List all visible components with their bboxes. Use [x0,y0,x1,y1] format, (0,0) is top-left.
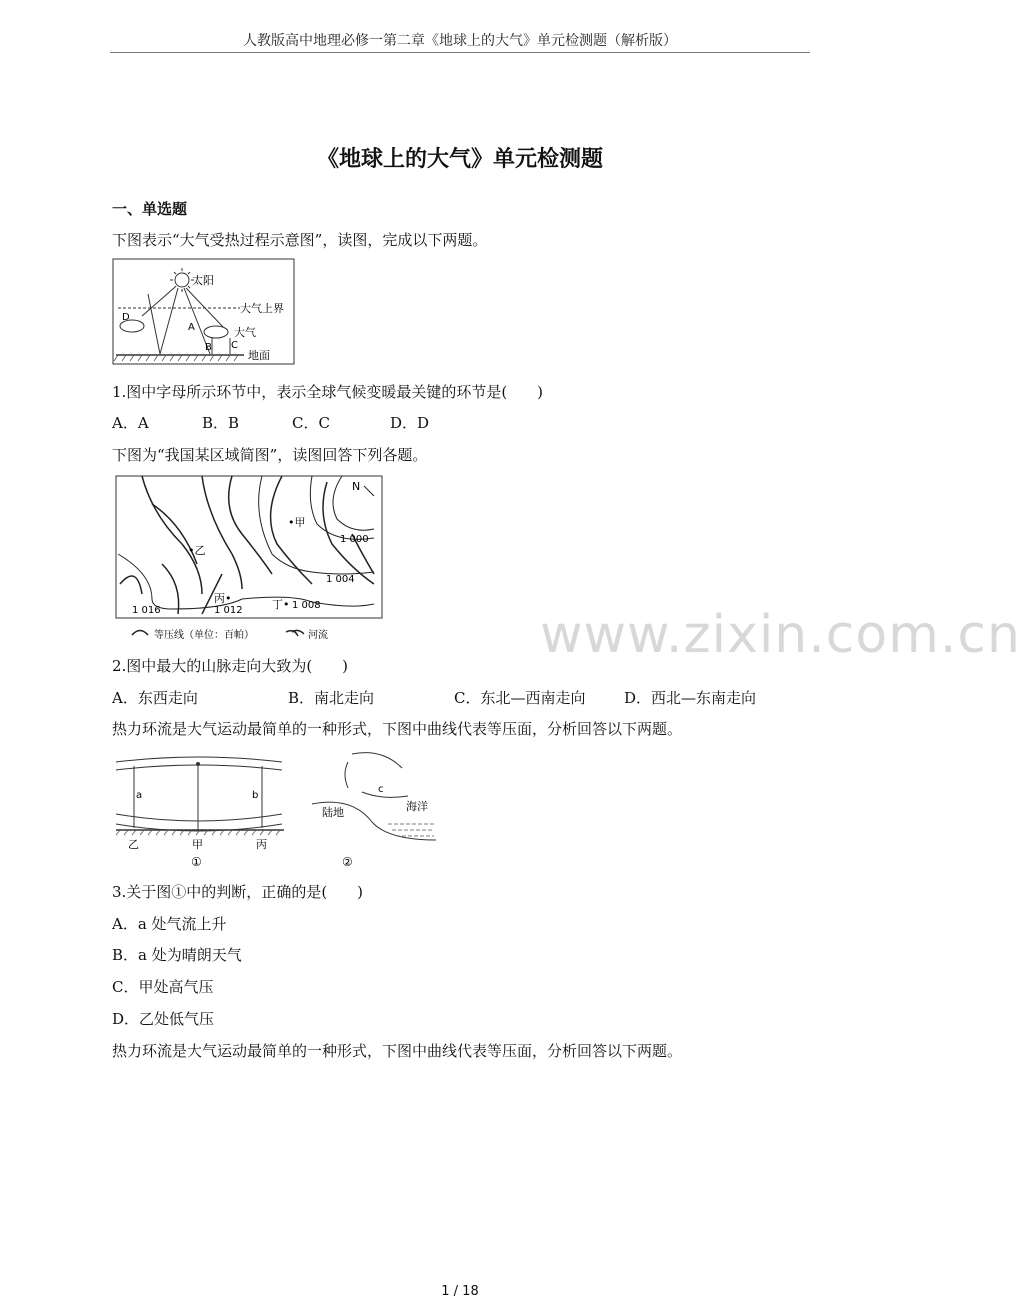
page-header: 人教版高中地理必修一第二章《地球上的大气》单元检测题（解析版） [243,33,677,49]
intro-3: 热力环流是大气运动最简单的一种形式，下图中曲线代表等压面，分析回答以下两题。 [112,720,683,738]
fig2-isobar-1004: 1 004 [326,574,355,585]
figure-thermal-circulation [112,748,442,872]
fig3-label-c: c [378,784,384,795]
q3-option-c: C．甲处高气压 [112,978,214,996]
q1-option-b: B．B [202,414,240,432]
fig3-panel-2-label: ② [342,855,353,869]
fig3-sea-label: 海洋 [406,800,428,813]
fig2-isobar-1016: 1 016 [132,605,161,616]
section-heading: 一、单选题 [112,200,188,218]
page-title: 《地球上的大气》单元检测题 [316,146,603,172]
fig3-land-label: 陆地 [322,806,344,819]
question-1-stem: 1.图中字母所示环节中，表示全球气候变暖最关键的环节是( ) [112,383,544,401]
fig3-panel-1-label: ① [191,855,202,869]
fig2-bing-label: 丙• [214,592,232,605]
intro-4: 热力环流是大气运动最简单的一种形式，下图中曲线代表等压面，分析回答以下两题。 [112,1042,683,1060]
q2-option-d: D．西北—东南走向 [624,689,757,707]
fig2-ding-label: 丁• [272,598,290,611]
q1-option-a: A．A [112,414,149,432]
fig1-label-b: B [205,342,212,353]
fig2-isobar-1008: 1 008 [292,600,321,611]
q3-option-b: B．a 处为晴朗天气 [112,946,242,964]
fig3-label-b: b [252,790,259,801]
fig1-label-d: D [122,312,130,323]
fig3-yi-label: 乙 [128,838,139,851]
fig1-label-a: A [188,322,195,333]
fig3-label-a: a [136,790,143,801]
figure-atmosphere-heating [112,258,296,366]
header-divider [110,52,810,53]
question-2-stem: 2.图中最大的山脉走向大致为( ) [112,657,349,675]
fig3-bing-label: 丙 [256,838,267,851]
q3-option-d: D．乙处低气压 [112,1010,215,1028]
fig2-isobar-1012: 1 012 [214,605,243,616]
legend-isobar-symbol [132,631,148,636]
q2-option-b: B．南北走向 [288,689,375,707]
fig2-legend-isobar: 等压线（单位：百帕） [154,630,254,641]
fig1-sun-label: 太阳 [192,274,214,287]
page-number: 1 / 18 [441,1284,479,1299]
intro-1: 下图表示“大气受热过程示意图”，读图，完成以下两题。 [112,231,488,249]
fig2-north-label: N [352,480,361,493]
figure-region-map [112,474,384,644]
fig2-jia-label: •甲 [288,516,306,529]
fig1-label-c: C [231,340,238,351]
q2-option-a: A．东西走向 [112,689,198,707]
q1-option-c: C．C [292,414,330,432]
q2-option-c: C．东北—西南走向 [454,689,586,707]
fig2-yi-label: •乙 [188,544,206,557]
fig1-ground-label: 地面 [248,349,270,362]
q1-option-d: D．D [390,414,430,432]
fig3-jia-label: 甲 [192,838,203,851]
fig1-atmosphere-label: 大气 [234,326,256,339]
watermark: www.zixin.com.cn [540,605,1021,665]
fig1-atmosphere-top-label: 大气上界 [240,302,284,315]
q3-option-a: A．a 处气流上升 [112,915,227,933]
fig2-isobar-1000: 1 000 [340,534,369,545]
legend-river-symbol [286,630,304,636]
fig2-legend-river: 河流 [308,630,328,641]
question-3-stem: 3.关于图①中的判断，正确的是( ) [112,883,364,901]
intro-2: 下图为“我国某区域简图”，读图回答下列各题。 [112,446,428,464]
